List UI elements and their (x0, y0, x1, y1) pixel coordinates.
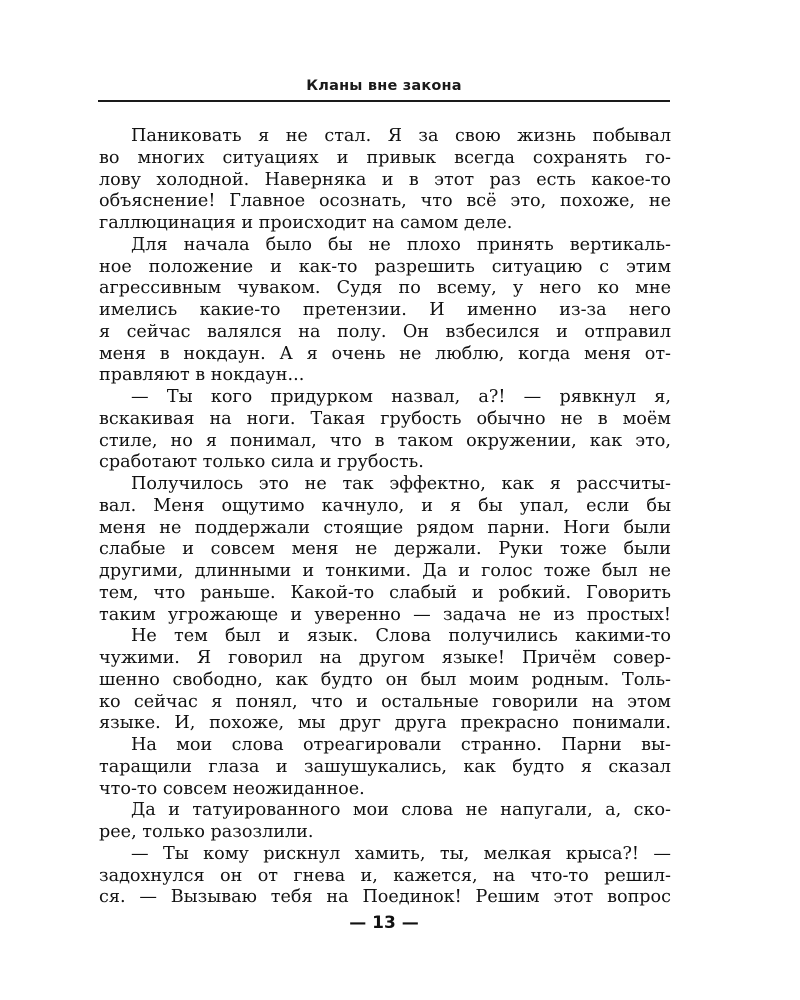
text-line: таращили глаза и зашушукались, как будто я сказал (99, 756, 671, 777)
running-head-title: Кланы вне закона (306, 78, 462, 94)
text-line: имелись какие-то претензии. И именно из-за него (99, 300, 671, 320)
text-line: агрессивным чуваком. Судя по всему, у него ко мне (99, 278, 671, 299)
text-line: правляют в нокдаун... (99, 365, 305, 386)
header-rule (98, 100, 670, 102)
text-line: задохнулся он от гнева и, кажется, на что-то решил- (99, 865, 671, 886)
text-line: Паниковать я не стал. Я за свою жизнь побывал (131, 126, 671, 146)
text-line: Для начала было бы не плохо принять вертикаль- (131, 234, 671, 255)
text-line: тем, что раньше. Какой-то слабый и робкий. Говорить (99, 582, 671, 603)
text-line: таким угрожающе и уверенно — задача не из простых! (99, 604, 671, 625)
text-line: Да и татуированного мои слова не напугали, а, ско- (131, 800, 671, 821)
text-line: Не тем был и язык. Слова получились какими-то (131, 626, 671, 647)
text-line: стиле, но я понимал, что в таком окружении, как это, (99, 430, 671, 451)
page-number: — 13 — (349, 913, 419, 933)
text-line: Получилось это не так эффектно, как я рассчиты- (131, 474, 671, 494)
text-line: меня не поддержали стоящие рядом парни. Ноги были (99, 517, 671, 538)
text-line: вскакивая на ноги. Такая грубость обычно не в моём (99, 408, 671, 429)
text-line: чужими. Я говорил на другом языке! Причём совер- (99, 648, 671, 668)
text-line: другими, длинными и тонкими. Да и голос тоже был не (99, 561, 671, 581)
text-line: — Ты кого придурком назвал, а?! — рявкнул я, (131, 387, 671, 407)
text-line: шенно свободно, как будто он был моим родным. Толь- (99, 669, 671, 690)
text-line: слабые и совсем меня не держали. Руки тоже были (99, 539, 671, 560)
text-line: галлюцинация и происходит на самом деле. (99, 213, 513, 233)
text-line: ся. — Вызываю тебя на Поединок! Решим этот вопрос (99, 887, 671, 908)
text-line: сработают только сила и грубость. (99, 452, 424, 473)
text-line: — Ты кому рискнул хамить, ты, мелкая крыса?! — (131, 843, 671, 864)
text-line: На мои слова отреагировали странно. Парни вы- (131, 735, 671, 755)
text-line: во многих ситуациях и привык всегда сохранять го- (99, 147, 671, 168)
text-line: объяснение! Главное осознать, что всё это, похоже, не (99, 191, 671, 212)
text-line: ко сейчас я понял, что и остальные говорили на этом (99, 691, 671, 712)
text-line: рее, только разозлили. (99, 822, 314, 842)
body-text (99, 126, 671, 909)
text-line: лову холодной. Наверняка и в этот раз есть какое-то (99, 169, 671, 190)
text-line: ное положение и как-то разрешить ситуацию с этим (99, 256, 671, 277)
text-line: вал. Меня ощутимо качнуло, и я бы упал, если бы (99, 495, 671, 516)
text-line: что-то совсем неожиданное. (99, 778, 365, 799)
text-line: языке. И, похоже, мы друг друга прекрасно понимали. (99, 713, 671, 734)
text-line: меня в нокдаун. А я очень не люблю, когда меня от- (99, 343, 671, 364)
text-line: я сейчас валялся на полу. Он взбесился и отправил (99, 321, 671, 342)
